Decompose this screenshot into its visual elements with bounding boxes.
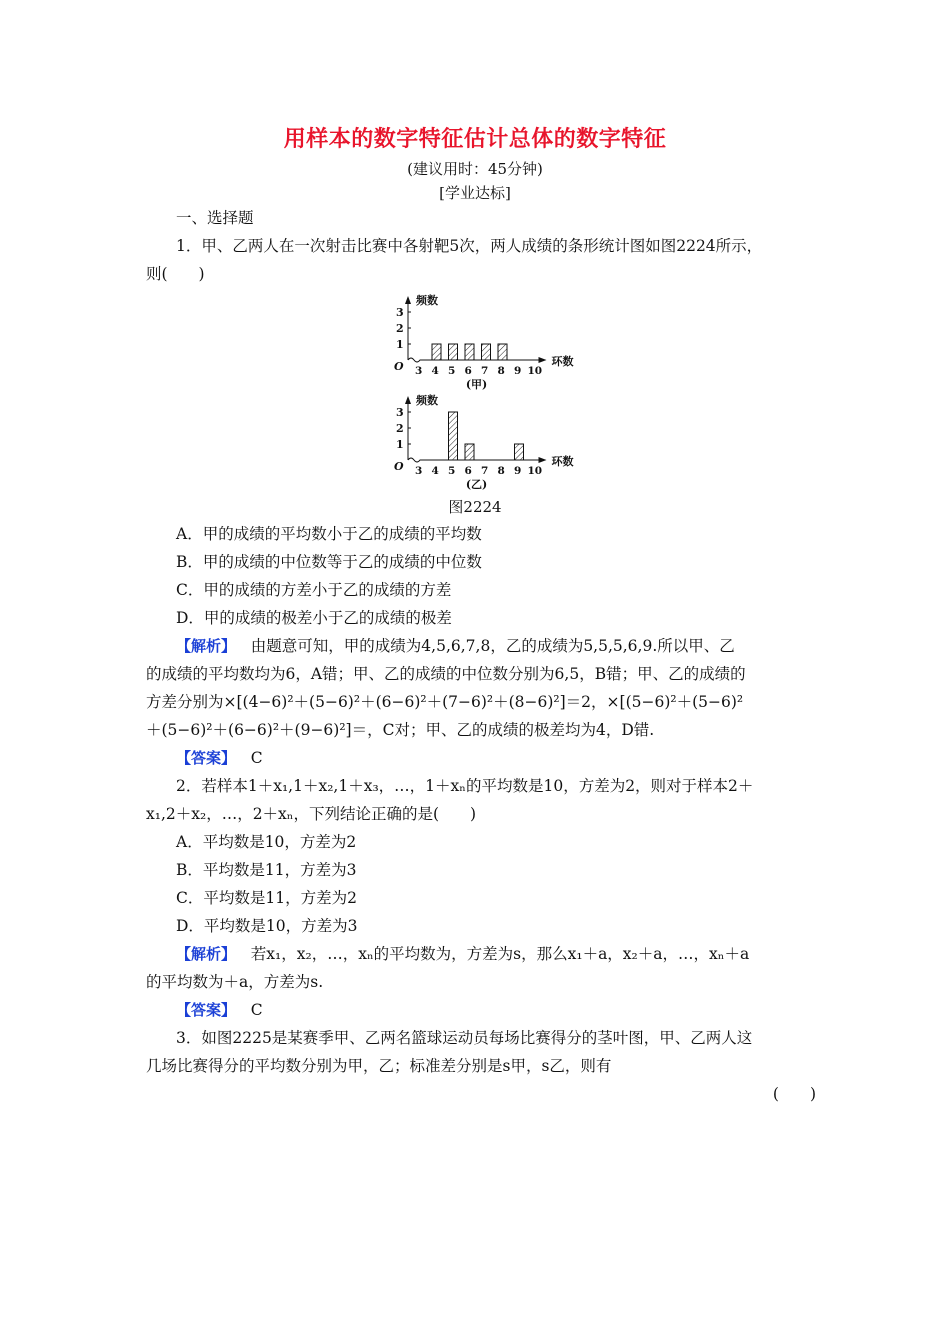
x-tick-label: 10 [527,365,543,377]
q1-option-b: B．甲的成绩的中位数等于乙的成绩的中位数 [176,553,482,571]
x-tick-label: 7 [481,365,489,377]
analysis-tag: 【解析】 [176,637,237,655]
q3-stem-line2: 几场比赛得分的平均数分别为甲，乙；标准差分别是s甲，s乙，则有 [146,1057,612,1075]
y-axis-label: 频数 [416,294,438,307]
part-heading: 一、选择题 [176,209,254,227]
bar [515,444,524,460]
y-tick-label: 1 [396,338,404,351]
y-axis-arrow [405,396,411,404]
bar [465,444,474,460]
q2-option-a: A．平均数是10，方差为2 [176,833,357,851]
x-tick-label: 4 [431,465,439,477]
bar [449,344,458,360]
bar [432,344,441,360]
answer-value: C [250,749,263,767]
x-tick-label: 3 [415,365,423,377]
analysis-tag: 【解析】 [176,945,237,963]
y-axis-arrow [405,296,411,304]
q2-option-d: D．平均数是10，方差为3 [176,917,358,935]
q2-option-b: B．平均数是11，方差为3 [176,861,357,879]
x-tick-label: 6 [464,365,472,377]
panel-title: (乙) [465,478,488,491]
q1-bar-charts [390,290,600,492]
section-tag: [学业达标] [439,184,511,202]
q2-answer [176,996,846,1024]
y-tick-label: 3 [396,406,404,419]
answer-value: C [250,1001,263,1019]
q2-analysis-line2: 的平均数为＋a，方差为s. [146,973,324,991]
x-axis-label: 环数 [551,355,574,368]
q3-stem-line1: 3．如图2225是某赛季甲、乙两名篮球运动员每场比赛得分的茎叶图，甲、乙两人这 [176,1029,753,1047]
analysis-text: 若x₁，x₂，…，xₙ的平均数为，方差为s，那么x₁＋a，x₂＋a，…，xₙ＋a [250,945,750,963]
time-hint: (建议用时：45分钟) [407,160,543,178]
q2-stem-line2: x₁,2＋x₂，…，2＋xₙ，下列结论正确的是( ) [146,805,477,823]
answer-tag: 【答案】 [176,749,237,767]
origin-label: O [394,460,404,473]
x-tick-label: 4 [431,365,439,377]
x-axis-label: 环数 [551,455,574,468]
x-axis [408,458,546,462]
q1-stem-line2: 则( ) [146,265,205,283]
q1-stem-line1: 1．甲、乙两人在一次射击比赛中各射靶5次，两人成绩的条形统计图如图2224所示， [176,237,763,255]
q1-option-c: C．甲的成绩的方差小于乙的成绩的方差 [176,581,452,599]
q3-answer-bracket: ( ) [772,1085,816,1103]
x-tick-label: 8 [497,365,505,377]
x-tick-label: 6 [464,465,472,477]
origin-label: O [394,360,404,373]
bar [449,412,458,460]
x-axis-arrow [539,457,547,463]
x-tick-label: 7 [481,465,489,477]
q1-option-a: A．甲的成绩的平均数小于乙的成绩的平均数 [176,525,482,543]
bar [482,344,491,360]
y-tick-label: 1 [396,438,404,451]
y-axis-label: 频数 [416,394,438,407]
q1-option-d: D．甲的成绩的极差小于乙的成绩的极差 [176,609,452,627]
q1-analysis-line4: ＋(5−6)²＋(6−6)²＋(9−6)²]＝，C对；甲、乙的成绩的极差均为4，D错. [146,721,655,739]
bar [498,344,507,360]
y-tick-label: 2 [396,422,404,435]
x-axis-arrow [539,357,547,363]
x-tick-label: 10 [527,465,543,477]
figure-caption: 图2224 [448,498,502,516]
x-axis [408,358,546,362]
q2-stem-line1: 2．若样本1＋x₁,1＋x₂,1＋x₃，…，1＋xₙ的平均数是10，方差为2，则对于样本2＋ [176,777,754,795]
x-tick-label: 9 [514,365,522,377]
x-tick-label: 5 [448,465,456,477]
q1-answer [176,744,846,772]
panel-title: (甲) [465,378,488,391]
analysis-text: 由题意可知，甲的成绩为4,5,6,7,8，乙的成绩为5,5,5,6,9.所以甲、乙 [250,637,735,655]
bar [465,344,474,360]
page-title: 用样本的数字特征估计总体的数字特征 [283,127,667,152]
x-tick-label: 8 [497,465,505,477]
q1-analysis-line3: 方差分别为×[(4−6)²＋(5−6)²＋(6−6)²＋(7−6)²＋(8−6)²]＝2，×[(5−6)²＋(5−6)² [146,693,744,711]
y-tick-label: 2 [396,322,404,335]
q1-analysis-line2: 的成绩的平均数均为6，A错；甲、乙的成绩的中位数分别为6,5，B错；甲、乙的成绩的 [146,665,746,683]
q2-option-c: C．平均数是11，方差为2 [176,889,357,907]
answer-tag: 【答案】 [176,1001,237,1019]
x-tick-label: 9 [514,465,522,477]
x-tick-label: 3 [415,465,423,477]
q2-analysis-line1 [176,940,816,968]
x-tick-label: 5 [448,365,456,377]
bar-charts-svg [390,290,600,492]
y-tick-label: 3 [396,306,404,319]
q1-analysis-line1 [176,632,816,660]
